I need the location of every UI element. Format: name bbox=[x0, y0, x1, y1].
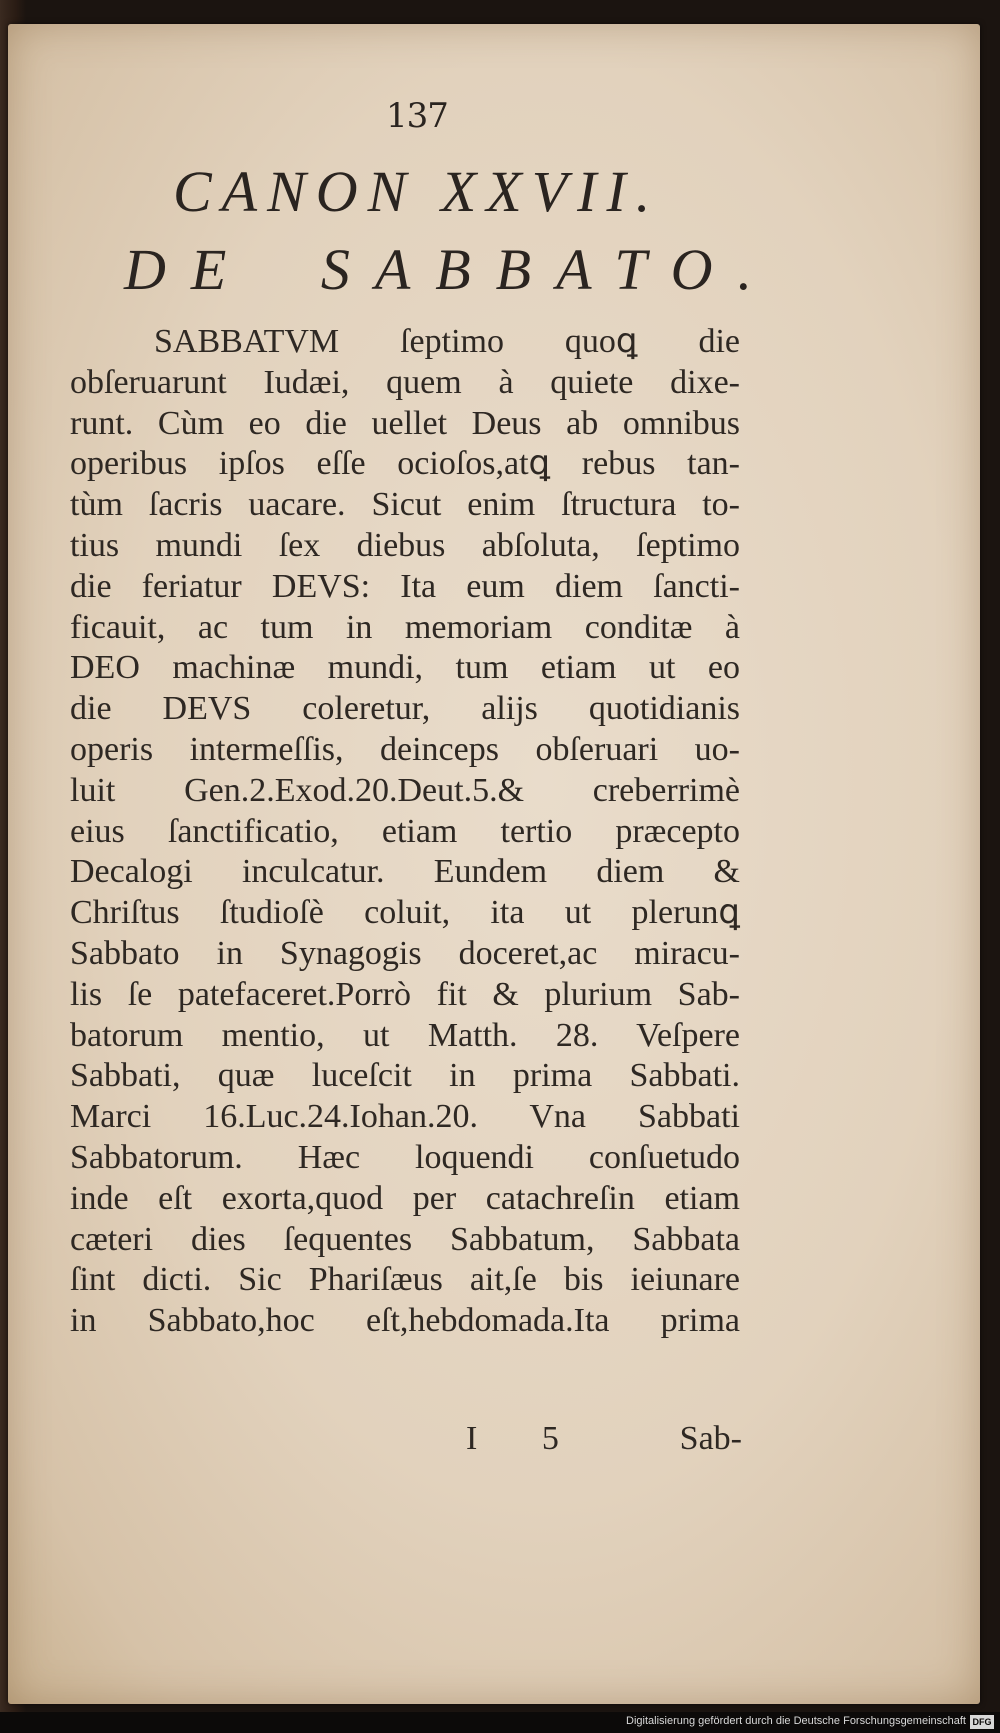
text-line: operibus ipſos eſſe ocioſos,atꝗ rebus tan- bbox=[70, 445, 740, 483]
text-line: SABBATVM ſeptimo quoꝗ die bbox=[154, 323, 740, 360]
body-text bbox=[70, 322, 740, 1342]
text-line: Sabbati, quæ luceſcit in prima Sabbati. bbox=[70, 1057, 740, 1095]
title-de-sabbato: DE SABBATO. bbox=[124, 237, 777, 302]
text-line: DEO machinæ mundi, tum etiam ut eo bbox=[70, 649, 740, 687]
signature-mark: I 5 bbox=[466, 1420, 587, 1457]
text-line: ſint dicti. Sic Phariſæus ait,ſe bis ieiunare bbox=[70, 1261, 740, 1299]
text-line: batorum mentio, ut Matth. 28. Veſpere bbox=[70, 1016, 740, 1054]
text-line: die feriatur DEVS: Ita eum diem ſancti- bbox=[70, 567, 740, 605]
page-foot bbox=[466, 1420, 742, 1464]
text-line: runt. Cùm eo die uellet Deus ab omnibus bbox=[70, 404, 740, 442]
text-line: ficauit, ac tum in memoriam conditæ à bbox=[70, 608, 740, 646]
text-line: lis ſe patefaceret.Porrò fit & plurium Sab- bbox=[70, 975, 740, 1013]
text-line: Decalogi inculcatur. Eundem diem & bbox=[70, 853, 740, 891]
text-line: inde eſt exorta,quod per catachreſin etiam bbox=[70, 1179, 740, 1217]
text-line: eius ſanctificatio, etiam tertio præcepto bbox=[70, 812, 740, 850]
text-line: Marci 16.Luc.24.Iohan.20. Vna Sabbati bbox=[70, 1098, 740, 1136]
funding-credit: Digitalisierung gefördert durch die Deutsche Forschungsgemeinschaft bbox=[626, 1715, 966, 1727]
text-line: Sabbatorum. Hæc loquendi conſuetudo bbox=[70, 1138, 740, 1176]
catchword: Sab- bbox=[679, 1420, 742, 1457]
dfg-logo-icon: DFG bbox=[970, 1715, 994, 1729]
text-line: in Sabbato,hoc eſt,hebdomada.Ita prima bbox=[70, 1302, 740, 1340]
text-line: tùm ſacris uacare. Sicut enim ſtructura to- bbox=[70, 486, 740, 524]
book-page bbox=[8, 24, 980, 1704]
digitization-footer bbox=[0, 1712, 1000, 1733]
text-line: cæteri dies ſequentes Sabbatum, Sabbata bbox=[70, 1220, 740, 1258]
text-line: tius mundi ſex diebus abſoluta, ſeptimo bbox=[70, 526, 740, 564]
text-line: operis intermeſſis, deinceps obſeruari uo- bbox=[70, 730, 740, 768]
text-line: Sabbato in Synagogis doceret,ac miracu- bbox=[70, 934, 740, 972]
text-line: luit Gen.2.Exod.20.Deut.5.& creberrimè bbox=[70, 771, 740, 809]
text-line: obſeruarunt Iudæi, quem à quiete dixe- bbox=[70, 363, 740, 401]
text-line: die DEVS coleretur, alijs quotidianis bbox=[70, 690, 740, 728]
title-canon: CANON XXVII. bbox=[173, 159, 661, 224]
text-line: Chriſtus ſtudioſè coluit, ita ut plerunꝗ bbox=[70, 894, 740, 932]
page-number: 137 bbox=[386, 96, 448, 136]
